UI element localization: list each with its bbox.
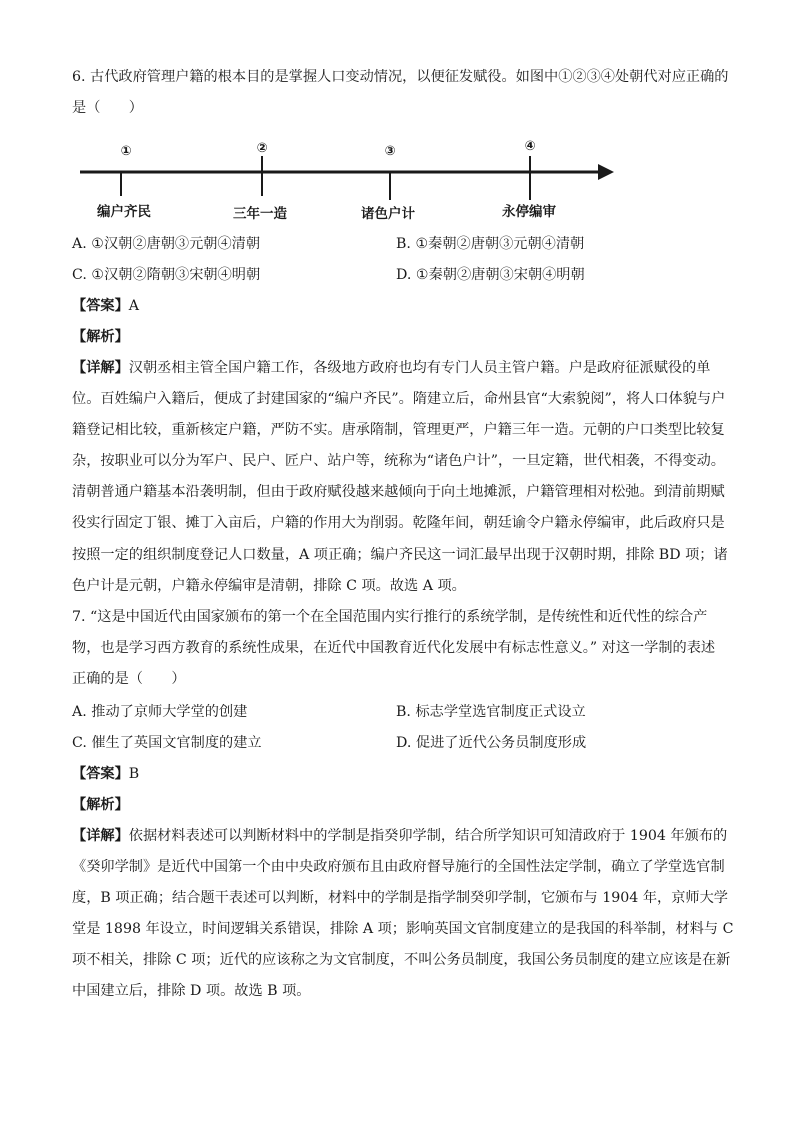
timeline-label-4: 永停编审 xyxy=(502,204,556,220)
q6-detail-line-3: 籍登记相比较，重新核定户籍，严防不实。唐承隋制，管理更严，户籍三年一造。元朝的户口类型比较复 xyxy=(72,422,725,438)
q6-detail-line-5: 清朝普通户籍基本沿袭明制，但由于政府赋役越来越倾向于向土地摊派，户籍管理相对松弛。到清前期赋 xyxy=(72,484,725,500)
q6-answer-value: A xyxy=(128,298,140,314)
q7-answer-value: B xyxy=(128,766,140,782)
q7-stem-line-2: 物，也是学习西方教育的系统性成果，在近代中国教育近代化发展中有标志性意义。” 对这一学制的表述 xyxy=(72,640,716,656)
timeline-marker-3: ③ xyxy=(384,144,396,159)
q6-option-c: C. ①汉朝②隋朝③宋朝④明朝 xyxy=(72,267,261,283)
q6-detail-line-1 xyxy=(72,358,710,378)
q6-timeline-diagram xyxy=(72,130,632,230)
q6-detail-line-8: 色户计是元朝，户籍永停编审是清朝，排除 C 项。故选 A 项。 xyxy=(72,578,466,594)
q6-stem-line-2: 是（ ） xyxy=(72,100,143,116)
q6-detail-line-7: 按照一定的组织制度登记人口数量，A 项正确；编户齐民这一词汇最早出现于汉朝时期，排除 BD 项；诸 xyxy=(72,547,728,563)
q7-option-d: D. 促进了近代公务员制度形成 xyxy=(396,735,587,751)
q7-detail-line-5: 项不相关，排除 C 项；近代的应该称之为文官制度，不叫公务员制度，我国公务员制度的建立应该是在新 xyxy=(72,952,731,968)
q7-option-c: C. 催生了英国文官制度的建立 xyxy=(72,735,262,751)
q7-detail-line-3: 度，B 项正确；结合题干表述可以判断，材料中的学制是指学制癸卯学制，它颁布与 1904 年，京师大学 xyxy=(72,890,728,906)
timeline-arrow-head xyxy=(598,164,614,180)
q6-detail-line-6: 役实行固定丁银、摊丁入亩后，户籍的作用大为削弱。乾隆年间，朝廷谕令户籍永停编审，此后政府只是 xyxy=(72,515,725,531)
q7-detail-tag: 【详解】 xyxy=(72,828,129,844)
q7-option-b: B. 标志学堂选官制度正式设立 xyxy=(396,704,586,720)
q6-detail-line-4: 杂，按职业可以分为军户、民户、匠户、站户等，统称为“诸色户计”，一旦定籍，世代相袭，不得变动。 xyxy=(72,453,725,469)
q6-option-d: D. ①秦朝②唐朝③宋朝④明朝 xyxy=(396,267,585,283)
q7-stem-line-3: 正确的是（ ） xyxy=(72,671,186,687)
timeline-label-2: 三年一造 xyxy=(233,206,287,222)
q7-detail-line-6: 中国建立后，排除 D 项。故选 B 项。 xyxy=(72,983,311,999)
timeline-label-3: 诸色户计 xyxy=(361,206,415,222)
q7-answer-tag: 【答案】 xyxy=(72,766,129,782)
q6-option-b: B. ①秦朝②唐朝③元朝④清朝 xyxy=(396,236,585,252)
q7-option-a: A. 推动了京师大学堂的创建 xyxy=(72,704,248,720)
q6-detail-text-1: 汉朝丞相主管全国户籍工作，各级地方政府也均有专门人员主管户籍。户是政府征派赋役的单 xyxy=(128,360,711,376)
timeline-marker-1: ① xyxy=(120,144,132,159)
q6-analysis-tag: 【解析】 xyxy=(72,329,129,345)
q7-detail-line-2: 《癸卯学制》是近代中国第一个由中央政府颁布且由政府督导施行的全国性法定学制，确立了学堂选官制 xyxy=(72,859,725,875)
q6-answer xyxy=(72,296,139,316)
q6-option-a: A. ①汉朝②唐朝③元朝④清朝 xyxy=(72,236,261,252)
q7-analysis-tag: 【解析】 xyxy=(72,797,129,813)
q6-stem-line-1: 6. 古代政府管理户籍的根本目的是掌握人口变动情况，以便征发赋役。如图中①②③④处朝代对应正确的 xyxy=(72,69,729,85)
q6-detail-line-2: 位。百姓编户入籍后，便成了封建国家的“编户齐民”。隋建立后，命州县官“大索貌阅”，将人口体貌与户 xyxy=(72,391,726,407)
q7-detail-text-1: 依据材料表述可以判断材料中的学制是指癸卯学制，结合所学知识可知清政府于 1904 年颁布的 xyxy=(128,828,728,844)
q7-detail-line-1 xyxy=(72,826,727,846)
q6-detail-tag: 【详解】 xyxy=(72,360,129,376)
q7-detail-line-4: 堂是 1898 年设立，时间逻辑关系错误，排除 A 项；影响英国文官制度建立的是我国的科举制，材料与 C xyxy=(72,921,734,937)
timeline-marker-4: ④ xyxy=(524,139,536,154)
timeline-label-1: 编户齐民 xyxy=(97,204,151,220)
q7-answer xyxy=(72,764,139,784)
q7-stem-line-1: 7. “这是中国近代由国家颁布的第一个在全国范围内实行推行的系统学制，是传统性和近代性的综合产 xyxy=(72,609,708,625)
timeline-marker-2: ② xyxy=(256,141,268,156)
q6-answer-tag: 【答案】 xyxy=(72,298,129,314)
